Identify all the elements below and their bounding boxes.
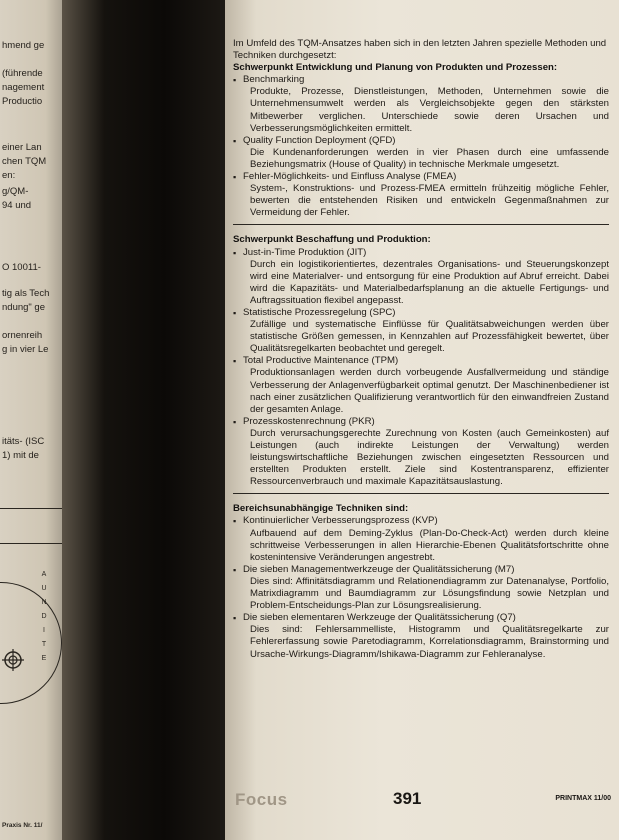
section-heading: Schwerpunkt Entwicklung und Planung von Produkten und Prozessen:	[233, 62, 558, 74]
item-description: System-, Konstruktions- und Prozess-FMEA ermitteln frühzeitig mögliche Fehler, bewerten die entstehenden Risiken und entwickeln Gegenmaßnahmen zur Vermeidung der Fehler.	[250, 183, 609, 219]
vertical-letter: N	[41, 599, 47, 606]
left-page-text-fragment: en:	[2, 170, 16, 181]
section-heading: Schwerpunkt Beschaffung und Produktion:	[233, 234, 431, 246]
section-heading: Bereichsunabhängige Techniken sind:	[233, 503, 409, 515]
article-content	[233, 38, 609, 675]
item-description: Die Kundenanforderungen werden in vier Phasen durch eine umfassende Beziehungsmatrix (House of Quality) in technische Merkmale umgesetzt.	[250, 146, 609, 170]
crosshair-icon	[2, 649, 24, 671]
item-title: ▪ Fehler-Möglichkeits- und Einfluss Analyse (FMEA)	[233, 171, 609, 183]
right-page	[225, 0, 619, 840]
item-description: Produktionsanlagen werden durch vorbeugende Ausfallvermeidung und ständige Verbesserung der Anlagenverfügbarkeit optimal genutzt. Der Maschinenbediener ist nach einer zusätzlichen Qualifizierung verantwortlich für den einwandfreien Zustand der gesamten Anlage.	[250, 367, 609, 415]
left-page-circle-diagram	[0, 582, 62, 704]
item-title: ▪ Die sieben elementaren Werkzeuge der Qualitätssicherung (Q7)	[233, 612, 609, 624]
item-title: ▪ Benchmarking	[233, 74, 609, 86]
left-page-text-fragment: (führende	[2, 68, 43, 79]
intro-paragraph: Im Umfeld des TQM-Ansatzes haben sich in den letzten Jahren spezielle Methoden und Techniken durchgesetzt:	[233, 38, 607, 62]
left-page-text-fragment: ndung" ge	[2, 302, 45, 313]
left-page-text-fragment: nagement	[2, 82, 45, 93]
vertical-letter: A	[41, 571, 47, 578]
item-description: Dies sind: Fehlersammelliste, Histogramm und Qualitätsregelkarte zur Fehlererfassung sowie Paretodiagramm, Korrelationsdiagramm, Brainstorming und Ursache-Wirkungs-Diagramm/Ishikawa-Diagramm zur Fehleranalyse.	[250, 624, 609, 660]
left-page-text-fragment: g/QM-	[2, 186, 29, 197]
page-number: 391	[393, 789, 422, 808]
item-description: Produkte, Prozesse, Dienstleistungen, Methoden, Unternehmen sowie die Unternehmensumwelt werden als Vergleichsobjekte gegen den stärksten Mitbewerber verglichen. Unterschiede sowie deren Ursachen und Verbesserungsmöglichkeiten ermittelt.	[250, 86, 609, 134]
footer-issue: PRINTMAX 11/00	[555, 795, 611, 802]
vertical-letter: I	[43, 627, 45, 634]
left-page-text-fragment: itäts- (ISC	[2, 436, 45, 447]
item-description: Aufbauend auf dem Deming-Zyklus (Plan-Do-Check-Act) werden durch kleine schrittweise Verbesserungen in allen Hierarchie-Ebenen Qualitätsfortschritte ohne kostenintensive Veränderungen angestrebt.	[250, 527, 609, 563]
vertical-letter: T	[41, 641, 47, 648]
left-page-text-fragment: O 10011-	[2, 262, 41, 273]
left-page-footer: Praxis Nr. 11/	[2, 822, 43, 829]
left-page-text-fragment: 94 und	[2, 200, 32, 211]
item-title: ▪ Quality Function Deployment (QFD)	[233, 135, 609, 147]
left-page-text-fragment: ornenreih	[2, 330, 43, 341]
item-title: ▪ Statistische Prozessregelung (SPC)	[233, 307, 609, 319]
footer-logo: Focus	[235, 790, 288, 809]
item-description: Durch ein logistikorientiertes, dezentrales Organisations- und Steuerungskonzept wird eine Materialver- und entsorgung für eine Produktion auf Abruf erreicht. Dabei wird die Kapazitäts- und Materialbedarfsplanung an die aktuelle Fertigungs- und Auftragssituation flexibel angepasst.	[250, 258, 609, 306]
left-page-box	[0, 508, 67, 544]
item-title: ▪ Just-in-Time Produktion (JIT)	[233, 247, 609, 259]
vertical-letter: D	[41, 613, 47, 620]
page-footer	[225, 786, 619, 812]
section-procurement	[233, 234, 609, 494]
left-page-text-fragment: einer Lan	[2, 142, 42, 153]
item-description: Dies sind: Affinitätsdiagramm und Relationendiagramm zur Datenanalyse, Portfolio, Matrixdiagramm und Baumdiagramm zur Lösungsfindung sowie Netzplan und Problem-Entscheidungs-Plan zur Lösungsrealisierung.	[250, 575, 609, 612]
item-title: ▪ Prozesskostenrechnung (PKR)	[233, 416, 609, 428]
left-page-text-fragment: Productio	[2, 96, 43, 107]
section-development	[233, 62, 609, 225]
left-page-text-fragment: hmend ge	[2, 40, 45, 51]
item-description: Zufällige und systematische Einflüsse für Qualitätsabweichungen werden über statistische Größen gemessen, in Kennzahlen auf Prozessfähigkeit bewertet, über Qualitätsregelkarten beobachtet und geregelt.	[250, 319, 609, 355]
left-page-text-fragment: g in vier Le	[2, 344, 49, 355]
vertical-letter: U	[41, 585, 47, 592]
left-page-text-fragment: chen TQM	[2, 156, 47, 167]
left-page-text-fragment: 1) mit de	[2, 450, 39, 461]
book-gutter	[62, 0, 232, 840]
item-title: ▪ Die sieben Managementwerkzeuge der Qualitätssicherung (M7)	[233, 564, 609, 576]
item-description: Durch verursachungsgerechte Zurechnung von Kosten (auch Gemeinkosten) auf Leistungen (auch indirekte Leistungen der Verwaltung) werden leistungswirtschaftliche Beziehungen zwischen eingesetzten Ressourcen und erstellten Produkten erstellt. Ziele sind Kostentransparenz, effizienter Ressourcenverbrauch und maximale Kapazitätsauslastung.	[250, 427, 609, 488]
item-title: ▪ Total Productive Maintenance (TPM)	[233, 355, 609, 367]
section-general-techniques	[233, 503, 609, 665]
vertical-letter: E	[41, 655, 47, 662]
left-page-text-fragment: tig als Tech	[2, 288, 50, 299]
item-title: ▪ Kontinuierlicher Verbesserungsprozess (KVP)	[233, 515, 609, 527]
